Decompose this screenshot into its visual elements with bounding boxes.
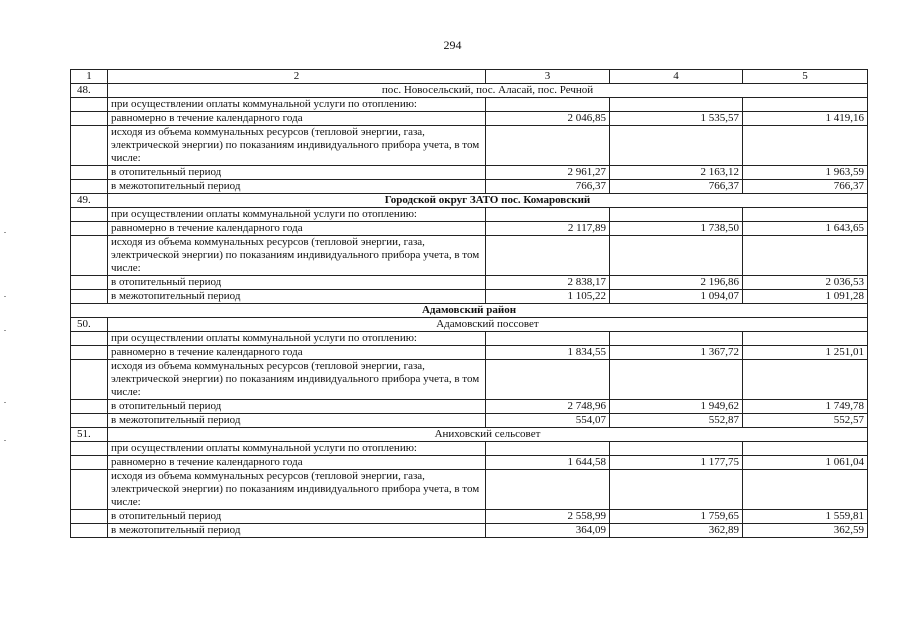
row-label: в отопительный период (108, 276, 486, 290)
row-label: в межотопительный период (108, 524, 486, 538)
row-label: исходя из объема коммунальных ресурсов (тепловой энергии, газа, электрической энергии) по показаниям индивидуального прибора учета, в том числе: (108, 126, 486, 166)
index-cell (71, 332, 108, 346)
index-cell (71, 126, 108, 166)
index-cell (71, 290, 108, 304)
value-cell: 1 949,62 (610, 400, 743, 414)
value-cell: 1 091,28 (743, 290, 868, 304)
column-number: 5 (743, 70, 868, 84)
column-number: 1 (71, 70, 108, 84)
section-title: Городской округ ЗАТО пос. Комаровский (108, 194, 868, 208)
value-cell: 1 535,57 (610, 112, 743, 126)
value-cell (743, 208, 868, 222)
value-cell: 362,59 (743, 524, 868, 538)
by-volume-row (71, 470, 868, 510)
row-label: при осуществлении оплаты коммунальной услуги по отоплению: (108, 332, 486, 346)
row-label: при осуществлении оплаты коммунальной услуги по отоплению: (108, 98, 486, 112)
margin-mark (4, 402, 6, 403)
value-cell: 554,07 (486, 414, 610, 428)
value-cell: 1 177,75 (610, 456, 743, 470)
row-label: равномерно в течение календарного года (108, 346, 486, 360)
value-cell (486, 236, 610, 276)
index-cell (71, 510, 108, 524)
value-cell: 2 163,12 (610, 166, 743, 180)
column-number: 2 (108, 70, 486, 84)
value-cell (486, 208, 610, 222)
heating-payment-row (71, 208, 868, 222)
off-season-row (71, 524, 868, 538)
value-cell (486, 442, 610, 456)
value-cell (610, 332, 743, 346)
value-cell: 2 036,53 (743, 276, 868, 290)
value-cell (486, 470, 610, 510)
index-cell (71, 400, 108, 414)
tariff-table (70, 69, 868, 538)
value-cell: 2 961,27 (486, 166, 610, 180)
section-number: 50. (71, 318, 108, 332)
value-cell: 1 105,22 (486, 290, 610, 304)
heating-period-row (71, 510, 868, 524)
row-label: при осуществлении оплаты коммунальной услуги по отоплению: (108, 208, 486, 222)
row-label: равномерно в течение календарного года (108, 456, 486, 470)
evenly-row (71, 112, 868, 126)
value-cell (743, 236, 868, 276)
row-label: в отопительный период (108, 400, 486, 414)
row-label: равномерно в течение календарного года (108, 222, 486, 236)
column-number: 3 (486, 70, 610, 84)
value-cell (610, 360, 743, 400)
value-cell: 552,87 (610, 414, 743, 428)
heating-payment-row (71, 98, 868, 112)
value-cell (486, 126, 610, 166)
value-cell: 2 748,96 (486, 400, 610, 414)
value-cell: 2 046,85 (486, 112, 610, 126)
heating-period-row (71, 166, 868, 180)
section-header-row (71, 318, 868, 332)
section-title: Аниховский сельсовет (108, 428, 868, 442)
value-cell (743, 442, 868, 456)
value-cell: 1 094,07 (610, 290, 743, 304)
row-label: в межотопительный период (108, 414, 486, 428)
value-cell: 2 558,99 (486, 510, 610, 524)
section-title: Адамовский поссовет (108, 318, 868, 332)
index-cell (71, 166, 108, 180)
value-cell: 1 834,55 (486, 346, 610, 360)
section-header-row (71, 84, 868, 98)
row-label: при осуществлении оплаты коммунальной услуги по отоплению: (108, 442, 486, 456)
value-cell: 1 061,04 (743, 456, 868, 470)
row-label: в отопительный период (108, 166, 486, 180)
value-cell: 1 419,16 (743, 112, 868, 126)
value-cell: 1 738,50 (610, 222, 743, 236)
value-cell: 362,89 (610, 524, 743, 538)
value-cell: 1 749,78 (743, 400, 868, 414)
value-cell (743, 126, 868, 166)
value-cell: 766,37 (486, 180, 610, 194)
heating-payment-row (71, 442, 868, 456)
section-number: 51. (71, 428, 108, 442)
value-cell: 364,09 (486, 524, 610, 538)
value-cell (610, 126, 743, 166)
index-cell (71, 222, 108, 236)
value-cell: 1 644,58 (486, 456, 610, 470)
district-title: Адамовский район (71, 304, 868, 318)
by-volume-row (71, 126, 868, 166)
index-cell (71, 360, 108, 400)
row-label: исходя из объема коммунальных ресурсов (тепловой энергии, газа, электрической энергии) по показаниям индивидуального прибора учета, в том числе: (108, 236, 486, 276)
evenly-row (71, 346, 868, 360)
value-cell: 1 251,01 (743, 346, 868, 360)
index-cell (71, 456, 108, 470)
value-cell: 552,57 (743, 414, 868, 428)
value-cell: 2 196,86 (610, 276, 743, 290)
index-cell (71, 346, 108, 360)
index-cell (71, 442, 108, 456)
page-number: 294 (443, 38, 462, 52)
index-cell (71, 208, 108, 222)
row-label: исходя из объема коммунальных ресурсов (тепловой энергии, газа, электрической энергии) по показаниям индивидуального прибора учета, в том числе: (108, 360, 486, 400)
section-title: пос. Новосельский, пос. Аласай, пос. Речной (108, 84, 868, 98)
value-cell: 1 963,59 (743, 166, 868, 180)
index-cell (71, 414, 108, 428)
by-volume-row (71, 360, 868, 400)
value-cell (743, 332, 868, 346)
value-cell (610, 208, 743, 222)
column-number: 4 (610, 70, 743, 84)
value-cell (610, 236, 743, 276)
row-label: исходя из объема коммунальных ресурсов (тепловой энергии, газа, электрической энергии) по показаниям индивидуального прибора учета, в том числе: (108, 470, 486, 510)
evenly-row (71, 456, 868, 470)
value-cell: 1 559,81 (743, 510, 868, 524)
value-cell: 2 117,89 (486, 222, 610, 236)
margin-mark (4, 440, 6, 441)
value-cell (743, 470, 868, 510)
heating-period-row (71, 400, 868, 414)
row-label: равномерно в течение календарного года (108, 112, 486, 126)
value-cell: 1 643,65 (743, 222, 868, 236)
section-header-row (71, 194, 868, 208)
index-cell (71, 524, 108, 538)
value-cell: 766,37 (610, 180, 743, 194)
row-label: в отопительный период (108, 510, 486, 524)
index-cell (71, 98, 108, 112)
value-cell (486, 98, 610, 112)
section-number: 49. (71, 194, 108, 208)
heating-period-row (71, 276, 868, 290)
value-cell: 766,37 (743, 180, 868, 194)
heating-payment-row (71, 332, 868, 346)
value-cell (486, 332, 610, 346)
tariff-table-body (71, 70, 868, 538)
index-cell (71, 470, 108, 510)
index-cell (71, 236, 108, 276)
value-cell (610, 470, 743, 510)
index-cell (71, 112, 108, 126)
value-cell (610, 442, 743, 456)
value-cell (486, 360, 610, 400)
value-cell (610, 98, 743, 112)
column-number-row (71, 70, 868, 84)
section-header-row (71, 428, 868, 442)
evenly-row (71, 222, 868, 236)
value-cell (743, 360, 868, 400)
value-cell: 1 759,65 (610, 510, 743, 524)
row-label: в межотопительный период (108, 290, 486, 304)
index-cell (71, 276, 108, 290)
section-number: 48. (71, 84, 108, 98)
row-label: в межотопительный период (108, 180, 486, 194)
margin-mark (4, 232, 6, 233)
value-cell: 2 838,17 (486, 276, 610, 290)
margin-mark (4, 296, 6, 297)
off-season-row (71, 180, 868, 194)
by-volume-row (71, 236, 868, 276)
off-season-row (71, 290, 868, 304)
index-cell (71, 180, 108, 194)
district-row (71, 304, 868, 318)
value-cell: 1 367,72 (610, 346, 743, 360)
margin-mark (4, 330, 6, 331)
value-cell (743, 98, 868, 112)
off-season-row (71, 414, 868, 428)
